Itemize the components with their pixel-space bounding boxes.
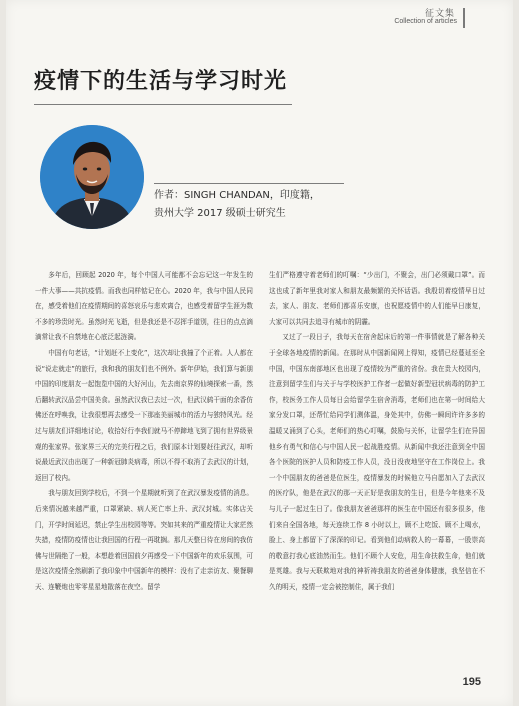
paragraph: 我与朋友回到学校后，不到一个星期就听到了在武汉暴发疫情的消息。后来情况越来越严重，口罩紧缺、病人死亡率上升、武汉封城。实体店关门，开学时间延迟，禁止学生出校园等等。突如其来的严重疫情让大家茫然失措，疫情防疫情也让我回国的行程一再耽搁。那几天整日待在房间的我仿佛与世隔绝了一般，本想趁着回国前夕再感受一下中国新年的欢乐氛围，可是这次疫情全然刷新了我印象中中国新年的模样：没有了走亲访友、聚餐聊天、连鞭炮也零零星星地散落在夜空。留学 <box>35 489 253 591</box>
paragraph: 又过了一段日子，我每天在宿舍起床后的第一件事情就是了解各种关于全球各地疫情的新闻。在那时从中国新闻网上得知，疫情已经蔓延至全中国，中国东南部地区也出现了疫情较为严重的省份。我在贵大校园内，注意到留学生们与关于与学校医护工作者一起做好新型冠状病毒的防护工作，校医务工作人员每日会给留学生宿舍消毒，老师们也在第一时间给大家分发口罩，还帮忙给同学们测体温，身处其中，仿佛一瞬间许许多多的温暖又涌到了心头，老师们的热心叮嘱，鼓励与关怀，让留学生们在异国他乡有勇气和信心与中国人民一起战胜疫情。从新闻中我还注意到全中国各个医院的医护人员和防疫工作人员，没日没夜地坚守在工作岗位上。我一个中国朋友的爸爸是位医生，疫情暴发的时候他立马自愿加入了去武汉的医疗队，他是在武汉的那一天正好是我朋友的生日，但是今年他来不及与儿子一起过生日了。像我朋友爸爸那样的医生在中国还有很多很多，他们来自全国各地，每天连续工作 8 小时以上，顾不上吃饭、顾不上喝水，脸上、身上都留下了深深的印记。看到他们动病救人的一幕幕，一股崇高的敬意打我心底油然而生。他们不顾个人安危，用生命扶救生命，他们就是英雄。我与天联欺地对我的神祈祷我朋友的爸爸身体健康，我坚信在不久的明天，疫情一定会被控制住，属于我们 <box>269 333 485 591</box>
header-divider <box>463 8 465 28</box>
section-title-en: Collection of articles <box>394 18 457 25</box>
article-body-right-column <box>269 268 485 595</box>
author-divider <box>154 183 344 184</box>
magazine-page <box>6 0 513 706</box>
article-body-left-column <box>35 268 253 595</box>
author-photo <box>40 125 144 229</box>
author-name-line: 作者：SINGH CHANDAN，印度籍， <box>154 190 320 201</box>
section-title-cn: 征文集 <box>424 9 455 19</box>
paragraph: 中国有句老话，“计划赶不上变化”，这次却让我撞了个正着。人人都在说“说走就走”的旅行，我和我的朋友们也不例外。新年伊始，我们算与新朋中国的印度朋友一起饱览中国的大好河山，先去南京界的仙境探索一番，然后翻转武汉品尝中国美食。虽然武汉我已去过一次，但武汉鸫干面的余香仿佛还在呼唤我，让我很想再去感受一下那座美丽城市的活力与独特风光。经过与朋友们详细地讨论，收拾好行李我们就马不停蹄地飞到了拥有世界级景观的张家界。张家界三天的完美行程之后，我们原本计划要赶往武汉，却听说最近武汉由出现了一种新冠肺炎病毒，所以不得不取消了去武汉的计划，返回了校内。 <box>35 348 253 482</box>
paragraph: 多年后，回顾起 2020 年，每个中国人可能都不会忘记这一年发生的一件大事——共抗疫情。而我也同样惦记在心。2020 年，我与中国人民同在，感受着他们在疫情期间的喜怒哀乐与悲欢离合，也感受着留学生涯为数不多的珍贵时光。虽然时光飞逝，但是我还是不忍挥手道别，往日的点点滴滴常让我不自禁地在心底泛起涟漪。 <box>35 271 253 342</box>
page-number: 195 <box>462 676 481 688</box>
title-underline <box>34 104 292 105</box>
author-affiliation-line: 贵州大学 2017 级硕士研究生 <box>154 208 286 219</box>
author-portrait-illustration <box>40 125 144 229</box>
paragraph: 生们严格遵守着老师们的叮嘱：“少出门，不聚会，出门必须戴口罩”。而这也成了新年里我对家人和朋友最频繁的关怀话语。我殷切着疫情早日过去，家人、朋友、老师们都喜乐安康，也祝愿疫情中的人们能早日康复，大家可以共同去追寻有城市的阴霾。 <box>269 271 485 326</box>
article-title: 疫情下的生活与学习时光 <box>34 69 288 94</box>
author-info <box>154 183 344 223</box>
